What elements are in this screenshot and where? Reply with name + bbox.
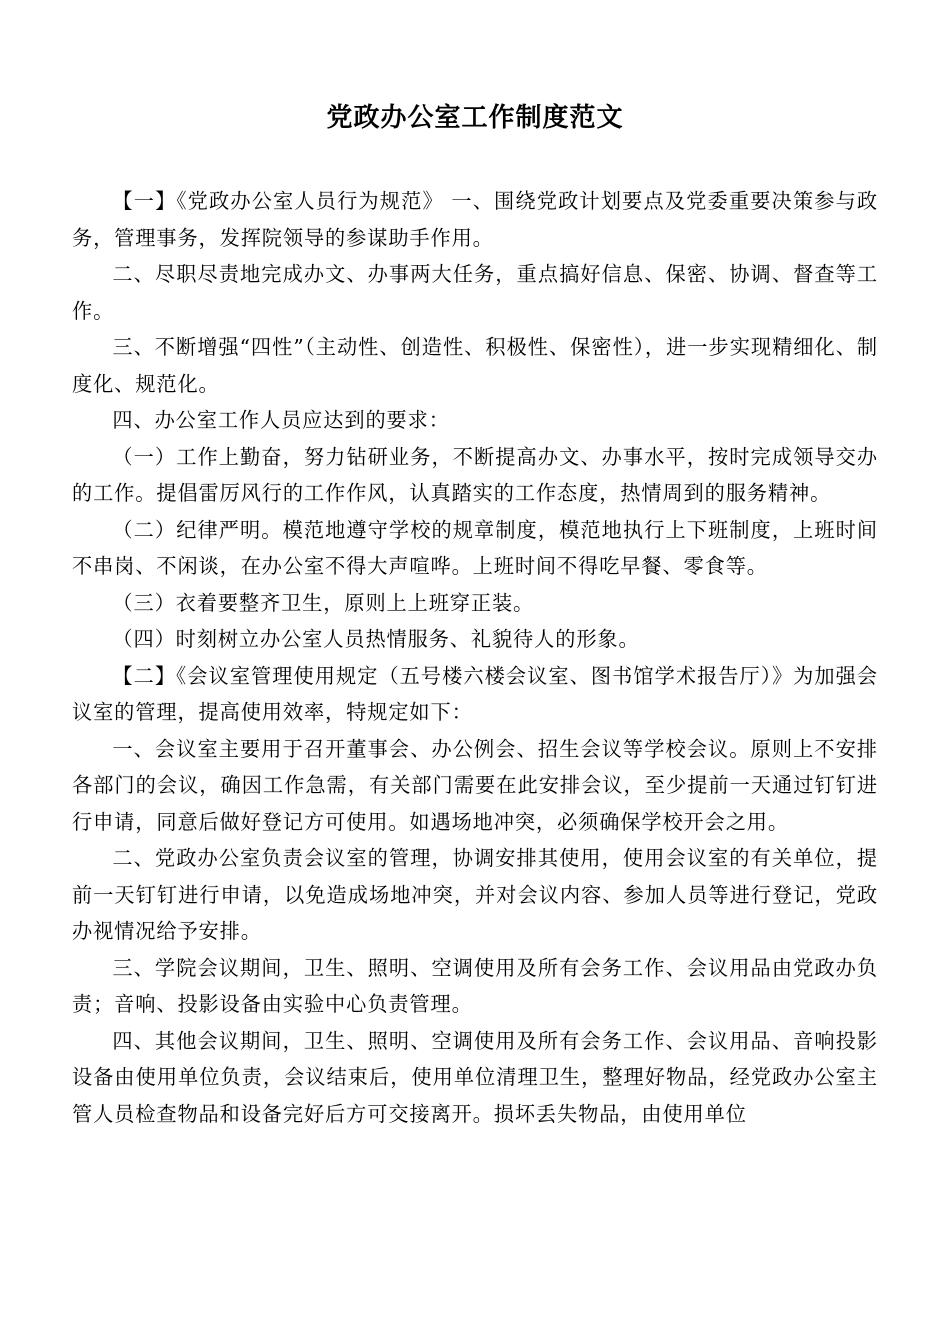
paragraph-1: 【一】《党政办公室人员行为规范》 一、围绕党政计划要点及党委重要决策参与政务，管理事务，发挥院领导的参谋助手作用。: [72, 189, 878, 250]
paragraph-10: 一、会议室主要用于召开董事会、办公例会、招生会议等学校会议。原则上不安排各部门的会议，确因工作急需，有关部门需要在此安排会议，至少提前一天通过钉钉进行申请，同意后做好登记方可使用。如遇场地冲突，必须确保学校开会之用。: [72, 736, 878, 834]
paragraph-4: 四、办公室工作人员应达到的要求：: [112, 408, 450, 432]
paragraph-7: （三）衣着要整齐卫生，原则上上班穿正装。: [112, 590, 535, 615]
paragraph-9: 【二】《会议室管理使用规定（五号楼六楼会议室、图书馆学术报告厅）》为加强会议室的管理，提高使用效率，特规定如下：: [72, 663, 878, 724]
paragraph-12: 三、学院会议期间，卫生、照明、空调使用及所有会务工作、会议用品由党政办负责；音响、投影设备由实验中心负责管理。: [72, 955, 878, 1016]
paragraph-5: （一）工作上勤奋，努力钻研业务，不断提高办文、办事水平，按时完成领导交办的工作。提倡雷厉风行的工作作风，认真踏实的工作态度，热情周到的服务精神。: [72, 444, 878, 505]
paragraph-8: （四）时刻树立办公室人员热情服务、礼貌待人的形象。: [112, 627, 640, 651]
document-body: [72, 183, 878, 1132]
document-title: 党政办公室工作制度范文: [326, 103, 624, 133]
paragraph-3: 三、不断增强“四性”（主动性、创造性、积极性、保密性），进一步实现精细化、制度化、规范化。: [72, 335, 878, 396]
paragraph-11: 二、党政办公室负责会议室的管理，协调安排其使用，使用会议室的有关单位，提前一天钉钉进行申请，以免造成场地冲突，并对会议内容、参加人员等进行登记，党政办视情况给予安排。: [72, 846, 878, 943]
paragraph-2: 二、尽职尽责地完成办文、办事两大任务，重点搞好信息、保密、协调、督查等工作。: [72, 262, 878, 323]
paragraph-6: （二）纪律严明。模范地遵守学校的规章制度，模范地执行上下班制度，上班时间不串岗、不闲谈，在办公室不得大声喧哗。上班时间不得吃早餐、零食等。: [72, 517, 878, 578]
paragraph-13: 四、其他会议期间，卫生、照明、空调使用及所有会务工作、会议用品、音响投影设备由使用单位负责，会议结束后，使用单位清理卫生，整理好物品，经党政办公室主管人员检查物品和设备完好后方可交接离开。损坏丢失物品，由使用单位: [72, 1028, 878, 1126]
